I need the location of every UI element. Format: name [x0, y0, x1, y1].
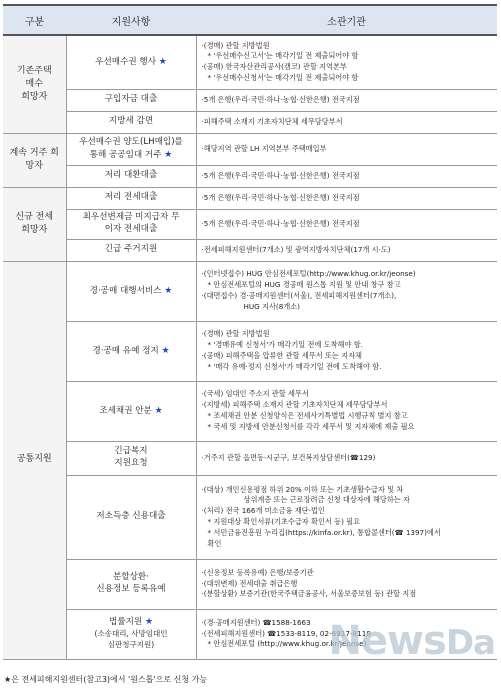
- agency-line: ·(지방세) 피해주택 소재지 관할 기초자치단체 세무담당부서: [201, 400, 388, 410]
- support-cell: [66, 187, 196, 209]
- agency-line: ·(공매) 피해주택을 압류한 관할 세무서 또는 지자체: [201, 351, 362, 360]
- category-label: 공통지원: [16, 454, 52, 465]
- support-cell: [66, 475, 196, 559]
- table-row: [3, 165, 497, 187]
- support-cell: [66, 609, 196, 659]
- category-cell: [3, 261, 66, 659]
- agency-line: ·거주지 관할 읍면동·시군구, 보건복지상담센터(☎129): [201, 452, 376, 462]
- support-label: 우선매수권 양도(LH매입)를 통해 공공임대 거주: [79, 136, 183, 160]
- agency-line: ·(경매) 관할 지방법원: [201, 40, 270, 50]
- agency-line: * '우선매수신청서'는 매각기일 전 제출되어야 함: [207, 73, 359, 83]
- star-icon: ★: [161, 345, 170, 356]
- agency-line: ·(신용정보 등록유예) 은행/보증기관: [201, 567, 314, 577]
- header-support: 지원사항: [66, 5, 196, 35]
- support-label: 지방세 감면: [108, 116, 154, 127]
- support-label: 긴급 주거지원: [104, 244, 158, 255]
- agency-line: ·(전세피해지원센터) ☎1533-8119, 02-6917-8118: [201, 628, 371, 638]
- support-label: 경·공매 유예 정지: [92, 345, 159, 356]
- table-row: [3, 89, 497, 111]
- agency-line: ·피해주택 소재지 기초자치단체 세무담당부서: [201, 116, 343, 126]
- agency-line: ·(공매) 한국자산관리공사(캠코) 관할 지역본부: [201, 62, 347, 72]
- agency-line: ·(대면접수) 경·공매지원센터(서울), 전세피해지원센터(7개소),: [201, 291, 397, 300]
- agency-cell: [196, 133, 497, 165]
- table-row: [3, 381, 497, 441]
- support-label: 긴급복지 지원요청: [114, 446, 148, 468]
- category-cell: [3, 187, 66, 261]
- support-label: 우선매수권 행사: [95, 56, 157, 67]
- support-cell: [66, 381, 196, 441]
- agency-line: ·5개 은행(우리·국민·하나·농협·신한은행) 전국지점: [201, 170, 360, 180]
- support-cell: [66, 165, 196, 187]
- agency-line: ·5개 은행(우리·국민·하나·농협·신한은행) 전국지점: [201, 192, 360, 202]
- star-icon: ★: [164, 149, 173, 160]
- agency-line: * 국세 및 지방세 안분신청서를 각각 세무서 및 지자체에 제출 필요: [207, 421, 415, 431]
- support-label: 법률지원: [108, 617, 143, 628]
- table-row: [3, 239, 497, 261]
- support-label: 분할상환· 신용정보 등록유예: [96, 572, 166, 594]
- agency-cell: [196, 559, 497, 609]
- star-icon: ★: [154, 405, 163, 416]
- agency-line: ·전세피해지원센터(7개소) 및 광역지방자치단체(17개 시·도): [201, 244, 391, 254]
- agency-line: ·(국세) 임대인 주소지 관할 세무서: [201, 389, 309, 399]
- agency-cell: [196, 187, 497, 209]
- agency-line: ·5개 은행(우리·국민·하나·농협·신한은행) 전국지점: [201, 94, 360, 104]
- agency-line: * '우선매수신고서'는 매각기일 전 제출되어야 함: [207, 51, 359, 61]
- category-label: 신규 전세 희망자: [15, 211, 54, 235]
- support-cell: [66, 261, 196, 321]
- agency-line: ·(경·공매지원센터) ☎1588-1663: [201, 617, 311, 627]
- agency-line: 상위계층 또는 근로장려금 신청 대상자에 해당하는 자: [243, 495, 410, 505]
- table-row: [3, 475, 497, 559]
- agency-cell: [196, 475, 497, 559]
- agency-line: * 서민금융진흥원 누리집(https://kinfa.or.kr), 통합콜센터(☎ 1397)에서: [207, 527, 441, 537]
- agency-line: ·해당지역 관할 LH 지역본부 주택매입부: [201, 143, 327, 153]
- agency-cell: [196, 239, 497, 261]
- agency-cell: [196, 209, 497, 239]
- support-cell: [66, 239, 196, 261]
- support-label: 구입자금 대출: [104, 94, 158, 105]
- star-icon: ★: [144, 617, 154, 628]
- table-row: [3, 559, 497, 609]
- agency-line: ·5개 은행(우리·국민·하나·농협·신한은행) 전국지점: [201, 218, 360, 228]
- agency-line: * 안심전세포털 (http://www.khug.or.kr/jeonse): [207, 639, 367, 649]
- watermark-text: News: [328, 618, 446, 664]
- support-cell: [66, 209, 196, 239]
- agency-line: HUG 지사(8개소): [243, 301, 300, 311]
- table-row: [3, 441, 497, 475]
- category-label: 계속 거주 희 망자: [9, 147, 59, 171]
- support-label: 조세채권 안분: [99, 405, 152, 416]
- agency-line: * 지원대상 확인서류(기초수급자 확인서 등) 필요: [207, 517, 361, 526]
- agency-cell: [196, 165, 497, 187]
- agency-line: ·(대상) 개인신용평점 하위 20% 이하 또는 기초생활수급자 및 차: [201, 484, 404, 494]
- agency-line: * 안심전세포털의 HUG 경공매 원스톱 지원 및 안내 창구 참고: [207, 280, 401, 290]
- table-row: [3, 321, 497, 381]
- support-label: 최우선변제금 미지급자 무 이자 전세대출: [82, 212, 180, 234]
- table-header-row: [3, 5, 497, 35]
- agency-line: 확인: [207, 538, 222, 548]
- agency-cell: [196, 89, 497, 111]
- support-cell: [66, 441, 196, 475]
- agency-line: * '매각 유예·정지 신청서'가 매각기일 전에 도착해야 함.: [207, 361, 382, 371]
- support-label: 저리 전세대출: [104, 192, 158, 203]
- agency-line: ·(경매) 관할 지방법원: [201, 329, 270, 339]
- star-icon: ★: [164, 285, 173, 296]
- agency-line: * '경매유예 신청서'가 매각기일 전에 도착해야 함.: [207, 340, 363, 350]
- support-cell: [66, 559, 196, 609]
- newsda-watermark: [328, 618, 495, 664]
- table-row: [3, 35, 497, 89]
- agency-cell: [196, 261, 497, 321]
- support-cell: [66, 321, 196, 381]
- support-label: 저소득층 신용대출: [96, 511, 166, 522]
- agency-line: ·(처리) 전국 166개 미소금융 재단·법인: [201, 506, 325, 516]
- category-label: 기존주택 매수 희망자: [16, 65, 52, 102]
- table-row: [3, 261, 497, 321]
- table-row: [3, 111, 497, 133]
- star-icon: ★: [158, 56, 167, 67]
- header-category: 구분: [3, 5, 66, 35]
- watermark-text-suffix: Da: [445, 623, 495, 663]
- agency-cell: [196, 321, 497, 381]
- agency-cell: [196, 381, 497, 441]
- agency-line: * 조세채권 안분 신청양식은 전세사기특별법 시행규칙 별지 참고: [207, 411, 408, 420]
- agency-cell: [196, 35, 497, 89]
- agency-line: ·(분할상환) 보증기관(한국주택금융공사, 서울보증보험 등) 관할 지점: [201, 589, 417, 599]
- table-row: [3, 133, 497, 165]
- support-table: [3, 4, 497, 660]
- agency-line: ·(인터넷접수) HUG 안심전세포털(http://www.khug.or.kr/jeonse): [201, 269, 416, 279]
- category-cell: [3, 35, 66, 133]
- support-cell: [66, 133, 196, 165]
- footnote: ★은 전세피해지원센터(참고3)에서 '원스톱'으로 신청 가능: [4, 675, 208, 684]
- support-cell: [66, 35, 196, 89]
- agency-cell: [196, 111, 497, 133]
- support-cell: [66, 89, 196, 111]
- agency-line: ·(대위변제) 전세대출 취급은행: [201, 578, 298, 588]
- support-label: 경·공매 대행서비스: [89, 285, 162, 296]
- header-agency: 소관기관: [196, 5, 497, 35]
- table-row: [3, 209, 497, 239]
- agency-cell: [196, 441, 497, 475]
- category-cell: [3, 133, 66, 187]
- support-label: 저리 대환대출: [104, 170, 158, 181]
- table-row: [3, 187, 497, 209]
- support-sublabel: (소송대리, 사망임대인 심판청구지원): [94, 628, 168, 650]
- support-cell: [66, 111, 196, 133]
